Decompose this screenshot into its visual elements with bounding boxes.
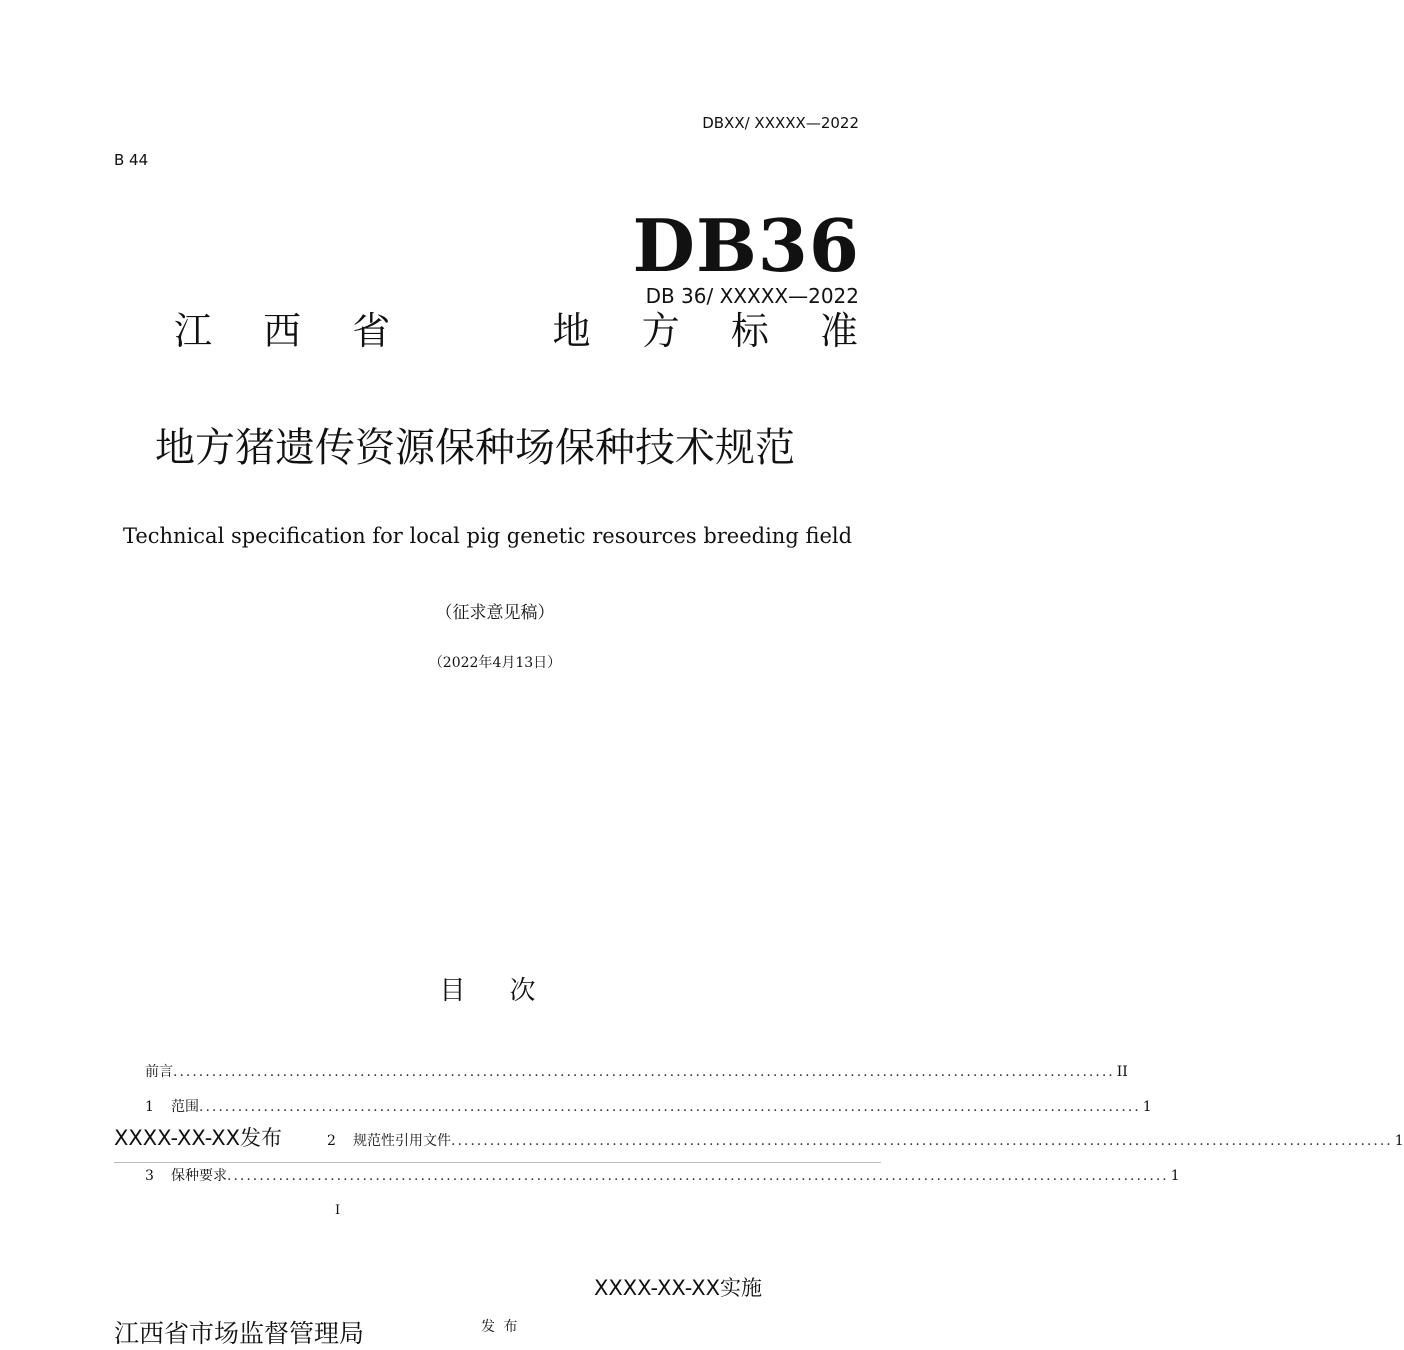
ccs-classification-code: B 44 <box>114 151 149 169</box>
toc-entry-page: 1 <box>1394 1133 1404 1149</box>
toc-title <box>0 970 975 1007</box>
toc-entry-label: 规范性引用文件 <box>353 1133 451 1149</box>
issuing-authority: 江西省市场监督管理局 <box>114 1319 365 1348</box>
toc-dot-leader: .................................................................................................................................................. <box>227 1168 1169 1184</box>
toc-entry-label: 范围 <box>171 1099 199 1115</box>
province-title-char: 江 <box>174 309 213 353</box>
toc-dot-leader: .................................................................................................................................................. <box>451 1133 1393 1149</box>
document-main-title: 地方猪遗传资源保种场保种技术规范 <box>155 425 795 471</box>
draft-date: （2022年4月13日） <box>428 655 562 671</box>
toc-entry-page: II <box>1116 1064 1128 1080</box>
toc-dot-leader: .................................................................................................................................................. <box>199 1099 1141 1115</box>
toc-dot-leader: .................................................................................................................................................. <box>173 1064 1115 1080</box>
effective-date: XXXX-XX-XX实施 <box>594 1276 763 1300</box>
province-title-char: 西 <box>263 309 302 353</box>
toc-entry-label: 前言 <box>145 1064 173 1080</box>
document-english-title: Technical specification for local pig genetic resources breeding field <box>122 524 853 548</box>
toc-entry[interactable] <box>145 1061 1128 1083</box>
toc-title-char: 目 <box>439 976 466 1006</box>
toc-entry[interactable] <box>327 1130 1404 1152</box>
toc-title-char: 次 <box>509 976 536 1006</box>
db-standard-logo: DB36 <box>632 203 860 288</box>
province-title-char: 地 <box>552 309 591 353</box>
toc-entry-number: 2 <box>327 1133 336 1149</box>
toc-entry-number: 1 <box>145 1099 154 1115</box>
province-standard-title <box>174 300 858 355</box>
publish-date: XXXX-XX-XX发布 <box>114 1126 283 1150</box>
province-title-char: 方 <box>641 309 680 353</box>
draft-status-note: （征求意见稿） <box>435 603 555 623</box>
toc-entry-page: 1 <box>1170 1168 1180 1184</box>
toc-entry-number: 3 <box>145 1168 154 1184</box>
province-title-char: 准 <box>819 309 858 353</box>
document-code-main: DB 36/ XXXXX—2022 <box>645 284 859 308</box>
toc-entry[interactable] <box>145 1165 1180 1187</box>
province-title-char: 省 <box>352 309 391 353</box>
province-title-char: 标 <box>730 309 769 353</box>
toc-entry-page: 1 <box>1142 1099 1152 1115</box>
toc-entry-label: 保种要求 <box>171 1168 227 1184</box>
page-number: I <box>335 1203 341 1218</box>
document-code-top: DBXX/ XXXXX—2022 <box>702 114 859 132</box>
toc-entry[interactable] <box>145 1096 1152 1118</box>
publish-label: 发 布 <box>481 1319 520 1335</box>
divider-line <box>114 1162 881 1163</box>
